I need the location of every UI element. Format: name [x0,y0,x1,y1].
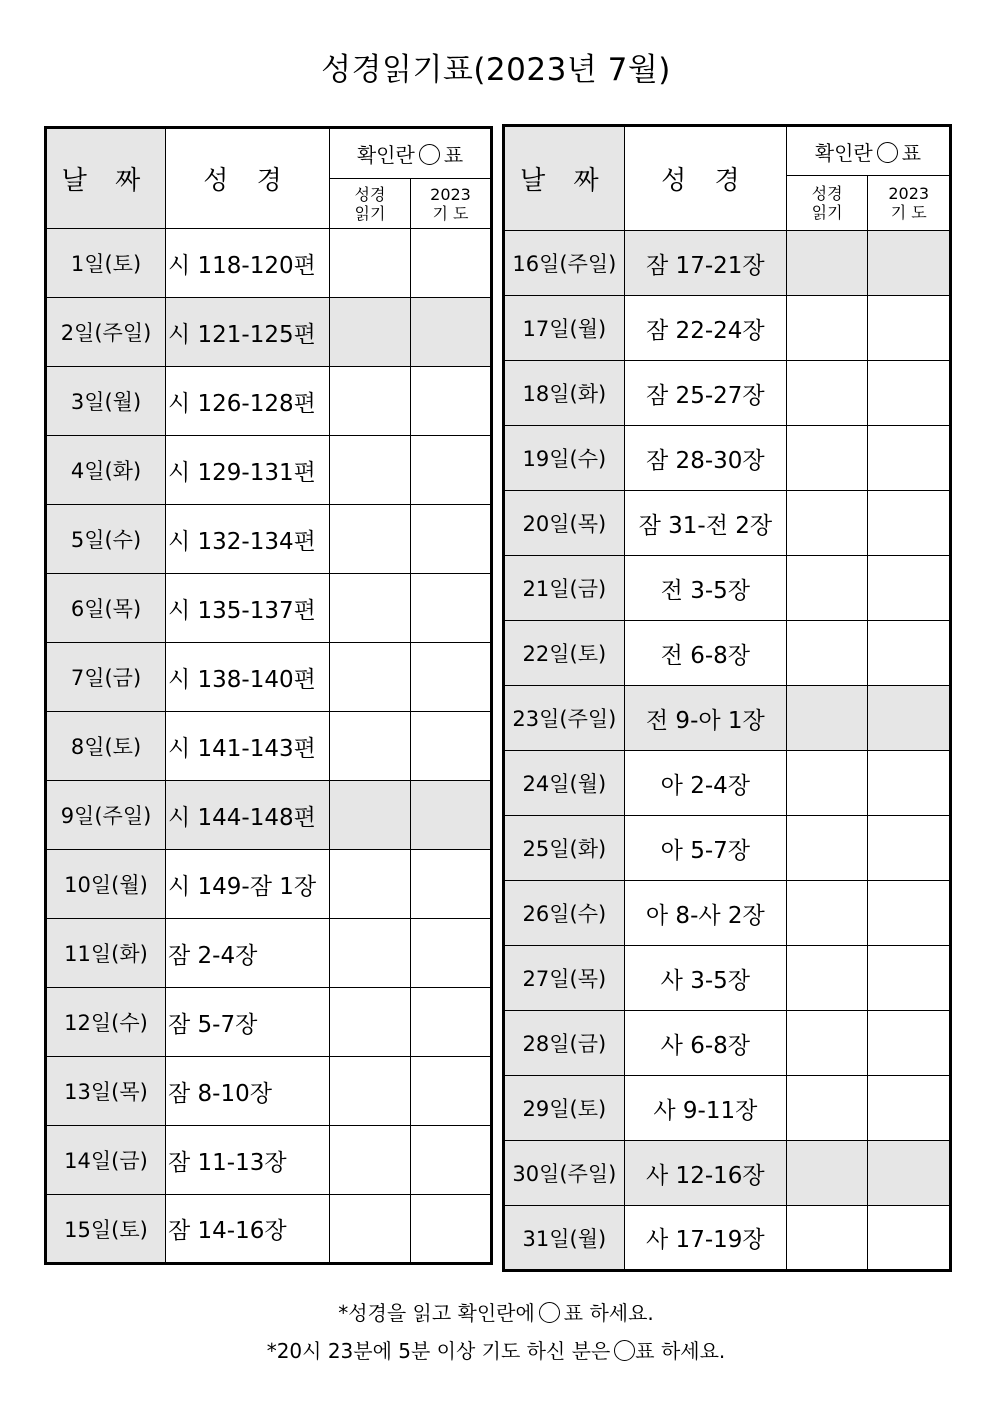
passage-cell: 사 9-11장 [624,1076,786,1141]
prayer-check-cell[interactable] [411,643,492,712]
table-row [46,1126,492,1195]
table-row [504,1141,951,1206]
date-cell: 8일(토) [46,712,166,781]
reading-check-cell[interactable] [786,816,868,881]
table-row [46,574,492,643]
prayer-check-cell[interactable] [868,946,951,1011]
date-cell: 2일(주일) [46,298,166,367]
reading-check-cell[interactable] [786,751,868,816]
header-prayer: 2023 기 도 [868,176,951,231]
table-row [46,505,492,574]
reading-check-cell[interactable] [330,1057,411,1126]
table-row [504,1076,951,1141]
circle-icon [419,144,440,165]
table-row [46,298,492,367]
table-row [504,426,951,491]
table-row [46,850,492,919]
passage-cell: 잠 2-4장 [166,919,330,988]
table-row [504,361,951,426]
passage-cell: 시 118-120편 [166,229,330,298]
table-row [504,686,951,751]
header-confirm [786,126,950,176]
reading-check-cell[interactable] [786,556,868,621]
prayer-check-cell[interactable] [411,505,492,574]
date-cell: 21일(금) [504,556,625,621]
passage-cell: 잠 22-24장 [624,296,786,361]
header-confirm-label: 확인란 [356,143,415,167]
passage-cell: 잠 17-21장 [624,231,786,296]
passage-cell: 시 129-131편 [166,436,330,505]
table-row [46,229,492,298]
reading-check-cell[interactable] [330,505,411,574]
passage-cell: 시 121-125편 [166,298,330,367]
reading-check-cell[interactable] [330,712,411,781]
date-cell: 16일(주일) [504,231,625,296]
circle-icon [539,1302,560,1323]
table-row [504,1206,951,1271]
header-confirm-label: 확인란 [814,140,873,165]
passage-cell: 전 3-5장 [624,556,786,621]
prayer-check-cell[interactable] [868,751,951,816]
date-cell: 11일(화) [46,919,166,988]
date-cell: 20일(목) [504,491,625,556]
date-cell: 6일(목) [46,574,166,643]
circle-icon [877,142,898,163]
circle-icon [614,1340,635,1361]
reading-check-cell[interactable] [330,919,411,988]
prayer-check-cell[interactable] [868,1011,951,1076]
prayer-check-cell[interactable] [411,988,492,1057]
reading-check-cell[interactable] [786,491,868,556]
note-reading [0,1297,992,1326]
passage-cell: 아 2-4장 [624,751,786,816]
reading-check-cell[interactable] [330,574,411,643]
date-cell: 25일(화) [504,816,625,881]
reading-check-cell[interactable] [330,436,411,505]
date-cell: 7일(금) [46,643,166,712]
passage-cell: 전 6-8장 [624,621,786,686]
reading-check-cell[interactable] [786,361,868,426]
date-cell: 23일(주일) [504,686,625,751]
prayer-check-cell[interactable] [868,361,951,426]
prayer-check-cell[interactable] [411,574,492,643]
reading-check-cell[interactable] [330,1126,411,1195]
passage-cell: 시 141-143편 [166,712,330,781]
passage-cell: 시 144-148편 [166,781,330,850]
prayer-check-cell[interactable] [868,491,951,556]
prayer-check-cell[interactable] [868,556,951,621]
note-prayer [0,1335,992,1364]
passage-cell: 전 9-아 1장 [624,686,786,751]
page-title: 성경읽기표(2023년 7월) [321,52,671,88]
date-cell: 3일(월) [46,367,166,436]
reading-check-cell[interactable] [330,367,411,436]
table-row [504,296,951,361]
prayer-check-cell[interactable] [868,231,951,296]
prayer-check-cell[interactable] [868,621,951,686]
passage-cell: 아 8-사 2장 [624,881,786,946]
prayer-check-cell[interactable] [411,298,492,367]
date-cell: 15일(토) [46,1195,166,1264]
table-row [504,816,951,881]
date-cell: 31일(월) [504,1206,625,1271]
reading-check-cell[interactable] [786,881,868,946]
note-prayer-text: *20시 23분에 5분 이상 기도 하신 분은 [266,1339,611,1363]
passage-cell: 잠 31-전 2장 [624,491,786,556]
header-reading: 성경 읽기 [330,179,411,229]
table-row [504,621,951,686]
header-reading: 성경 읽기 [786,176,868,231]
passage-cell: 사 3-5장 [624,946,786,1011]
date-cell: 19일(수) [504,426,625,491]
passage-cell: 잠 14-16장 [166,1195,330,1264]
date-cell: 24일(월) [504,751,625,816]
reading-check-cell[interactable] [330,298,411,367]
date-cell: 26일(수) [504,881,625,946]
prayer-check-cell[interactable] [868,1206,951,1271]
table-row [46,919,492,988]
reading-check-cell[interactable] [786,1011,868,1076]
passage-cell: 잠 28-30장 [624,426,786,491]
header-bible: 성 경 [624,126,786,231]
prayer-check-cell[interactable] [411,781,492,850]
header-date: 날 짜 [504,126,625,231]
prayer-check-cell[interactable] [411,367,492,436]
date-cell: 28일(금) [504,1011,625,1076]
passage-cell: 사 12-16장 [624,1141,786,1206]
reading-check-cell[interactable] [786,1076,868,1141]
passage-cell: 시 132-134편 [166,505,330,574]
date-cell: 4일(화) [46,436,166,505]
header-confirm [330,128,492,179]
table-row [46,436,492,505]
table-row [504,1011,951,1076]
table-row [46,1195,492,1264]
passage-cell: 사 6-8장 [624,1011,786,1076]
passage-cell: 시 138-140편 [166,643,330,712]
header-prayer: 2023 기 도 [411,179,492,229]
prayer-check-cell[interactable] [411,1126,492,1195]
passage-cell: 시 135-137편 [166,574,330,643]
passage-cell: 시 149-잠 1장 [166,850,330,919]
table-row [46,988,492,1057]
prayer-check-cell[interactable] [411,436,492,505]
date-cell: 27일(목) [504,946,625,1011]
reading-check-cell[interactable] [330,229,411,298]
table-row [504,751,951,816]
passage-cell: 아 5-7장 [624,816,786,881]
reading-check-cell[interactable] [786,426,868,491]
prayer-check-cell[interactable] [868,296,951,361]
reading-check-cell[interactable] [330,1195,411,1264]
date-cell: 29일(토) [504,1076,625,1141]
prayer-check-cell[interactable] [868,426,951,491]
note-reading-text: *성경을 읽고 확인란에 [338,1301,535,1325]
reading-check-cell[interactable] [786,1141,868,1206]
reading-check-cell[interactable] [786,231,868,296]
table-row [46,1057,492,1126]
date-cell: 9일(주일) [46,781,166,850]
reading-check-cell[interactable] [786,621,868,686]
header-date: 날 짜 [46,128,166,229]
date-cell: 10일(월) [46,850,166,919]
date-cell: 18일(화) [504,361,625,426]
prayer-check-cell[interactable] [411,1057,492,1126]
table-row [46,781,492,850]
prayer-check-cell[interactable] [411,850,492,919]
date-cell: 12일(수) [46,988,166,1057]
passage-cell: 잠 11-13장 [166,1126,330,1195]
date-cell: 5일(수) [46,505,166,574]
note-prayer-mark: 표 하세요. [635,1339,726,1363]
reading-check-cell[interactable] [330,988,411,1057]
reading-check-cell[interactable] [330,850,411,919]
prayer-check-cell[interactable] [868,1141,951,1206]
passage-cell: 잠 25-27장 [624,361,786,426]
reading-check-cell[interactable] [786,1206,868,1271]
prayer-check-cell[interactable] [411,1195,492,1264]
table-row [504,881,951,946]
prayer-check-cell[interactable] [868,1076,951,1141]
table-row [46,367,492,436]
date-cell: 14일(금) [46,1126,166,1195]
table-row [504,556,951,621]
header-confirm-mark: 표 [443,143,464,167]
prayer-check-cell[interactable] [411,229,492,298]
note-reading-mark: 표 하세요. [563,1301,654,1325]
date-cell: 1일(토) [46,229,166,298]
passage-cell: 잠 5-7장 [166,988,330,1057]
reading-table-left [44,126,493,1265]
passage-cell: 사 17-19장 [624,1206,786,1271]
table-row [46,643,492,712]
table-row [504,491,951,556]
date-cell: 13일(목) [46,1057,166,1126]
reading-check-cell[interactable] [786,946,868,1011]
reading-check-cell[interactable] [786,296,868,361]
date-cell: 22일(토) [504,621,625,686]
table-row [504,231,951,296]
header-confirm-mark: 표 [901,140,922,165]
header-bible: 성 경 [166,128,330,229]
prayer-check-cell[interactable] [411,919,492,988]
table-row [46,712,492,781]
prayer-check-cell[interactable] [411,712,492,781]
reading-check-cell[interactable] [786,686,868,751]
prayer-check-cell[interactable] [868,881,951,946]
date-cell: 17일(월) [504,296,625,361]
passage-cell: 잠 8-10장 [166,1057,330,1126]
reading-check-cell[interactable] [330,781,411,850]
date-cell: 30일(주일) [504,1141,625,1206]
prayer-check-cell[interactable] [868,816,951,881]
reading-table-right [502,124,952,1272]
passage-cell: 시 126-128편 [166,367,330,436]
table-row [504,946,951,1011]
prayer-check-cell[interactable] [868,686,951,751]
reading-check-cell[interactable] [330,643,411,712]
